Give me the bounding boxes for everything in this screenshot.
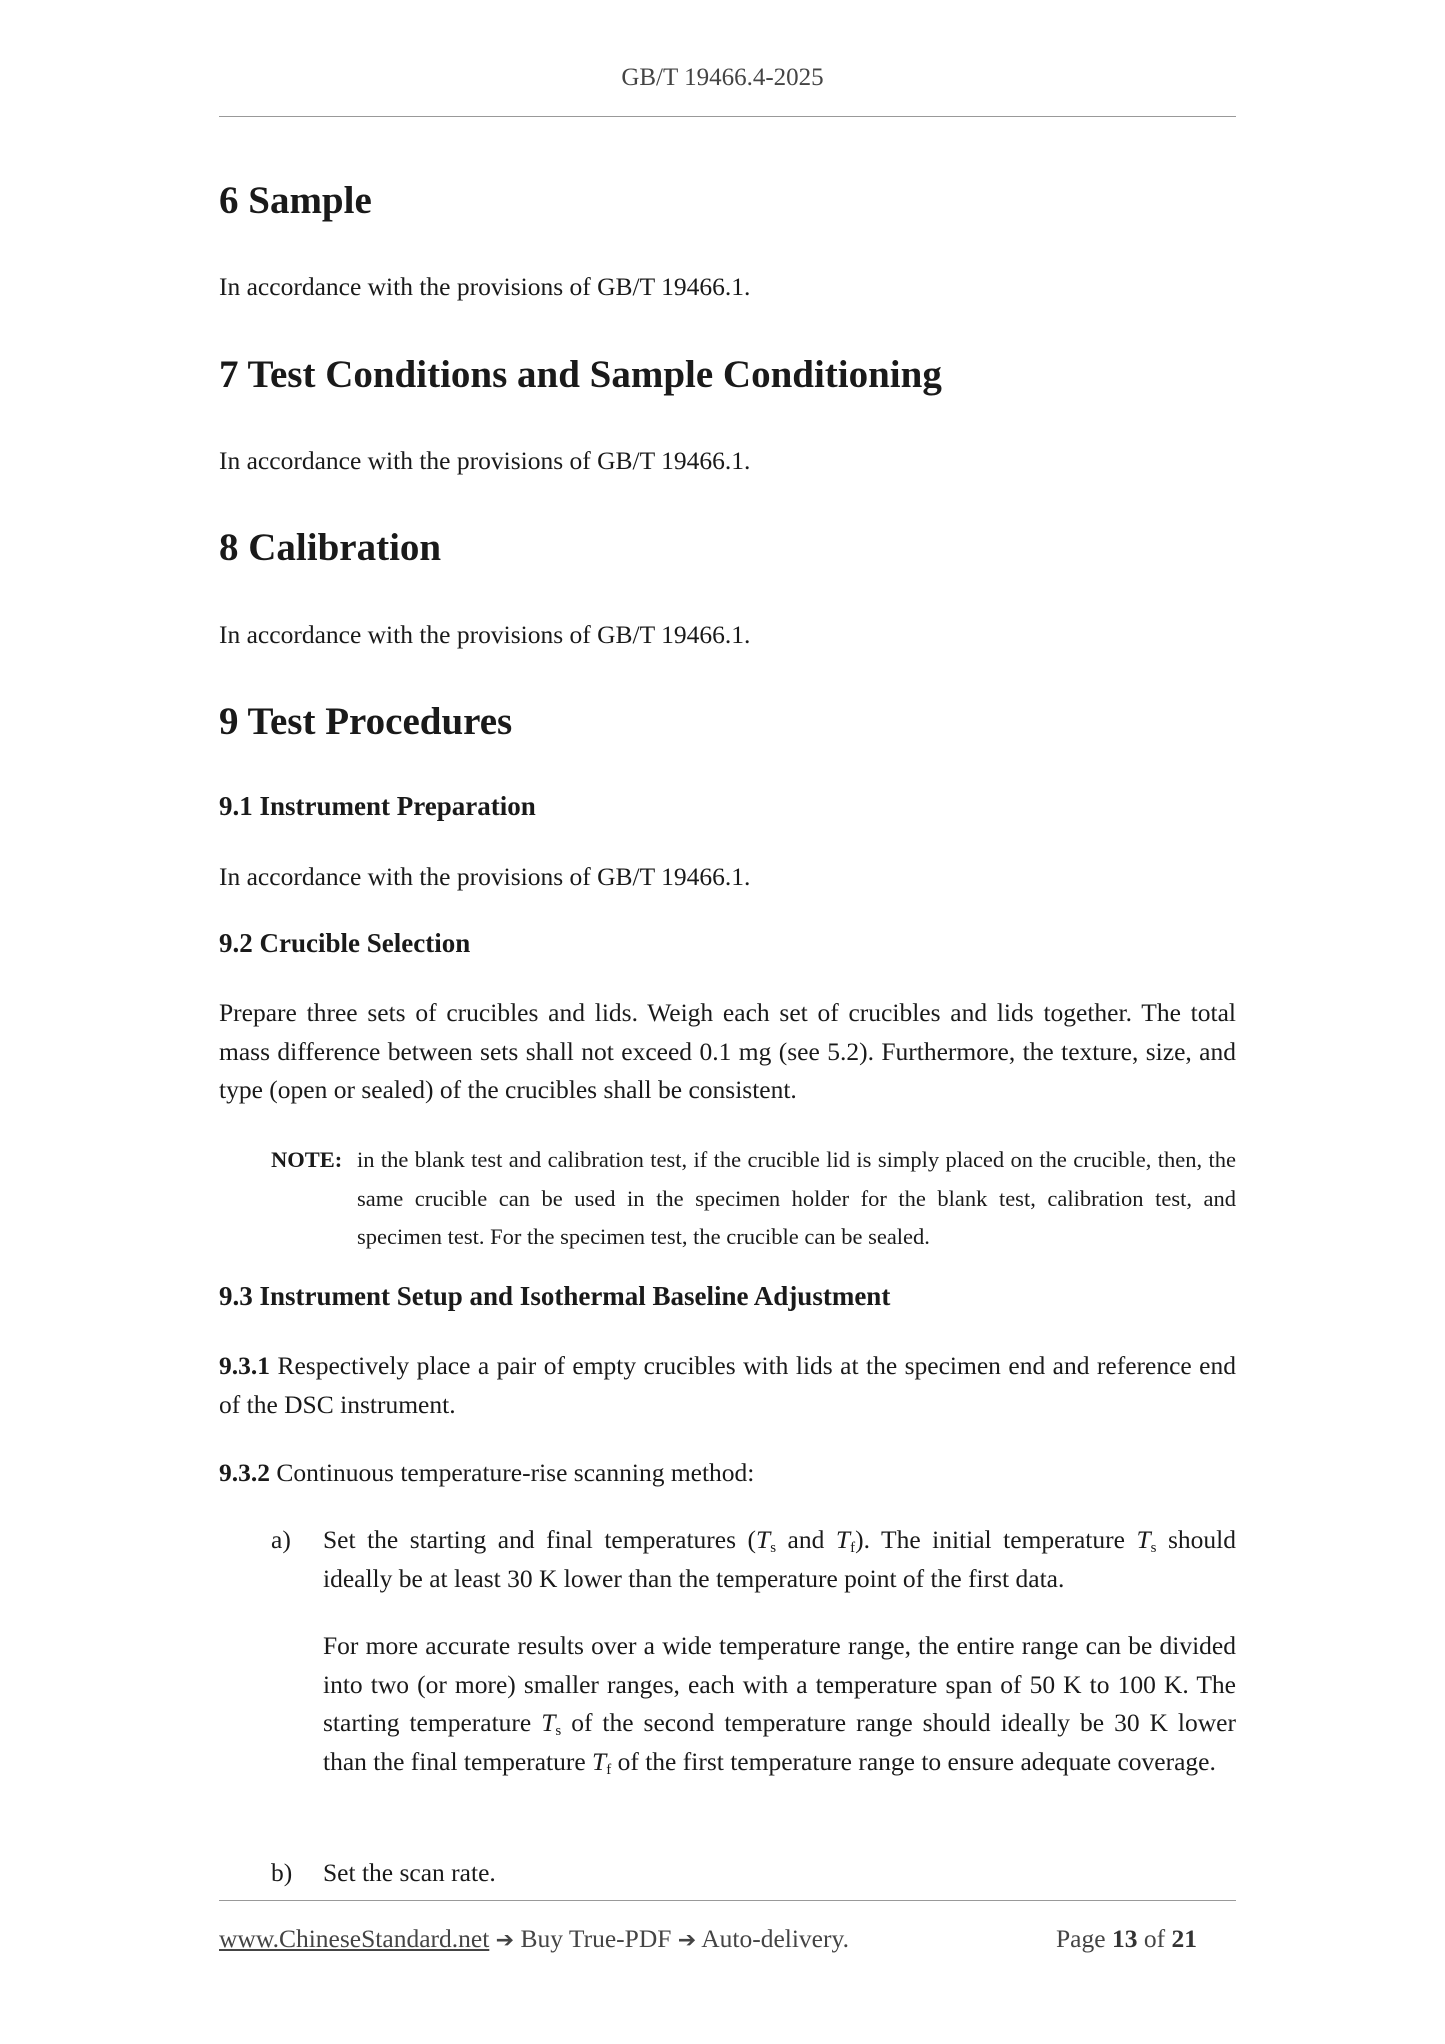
list-item-a: Set the starting and final temperatures ($T_s$ and $T_f$). The initial temperature $T_s$ should ideally be at least 30 K lower than the temperature point of the first data.: [323, 1525, 1236, 1593]
section-8-heading: 8 Calibration: [219, 526, 442, 569]
current-page: 13: [1111, 1924, 1138, 1953]
total-pages: 21: [1171, 1924, 1197, 1953]
section-9-2-heading: 9.2 Crucible Selection: [219, 928, 471, 958]
section-6-text: In accordance with the provisions of GB/T 19466.1.: [219, 272, 751, 301]
list-item-b: Set the scan rate.: [323, 1858, 496, 1887]
clause-text: Continuous temperature-rise scanning method:: [270, 1458, 755, 1487]
delivery-text: Auto-delivery.: [696, 1924, 849, 1953]
footer-promo: [219, 1924, 849, 1954]
section-7-text: In accordance with the provisions of GB/T 19466.1.: [219, 446, 751, 475]
section-6-heading: 6 Sample: [219, 179, 372, 222]
section-7-heading: 7 Test Conditions and Sample Conditioning: [219, 353, 942, 396]
page-label: Page: [1056, 1924, 1106, 1953]
note-block: [271, 1141, 1236, 1257]
section-9-2-text: Prepare three sets of crucibles and lids. Weigh each set of crucibles and lids together. The total mass difference between sets shall not exceed 0.1 mg (see 5.2). Furthermore, the texture, size, and type (open or sealed) of the crucibles shall be consistent.: [219, 998, 1236, 1104]
website-link[interactable]: www.ChineseStandard.net: [219, 1924, 490, 1953]
clause-number: 9.3.2: [219, 1458, 270, 1487]
clause-number: 9.3.1: [219, 1351, 270, 1380]
section-9-1-text: In accordance with the provisions of GB/T 19466.1.: [219, 862, 751, 891]
note-text: in the blank test and calibration test, if the crucible lid is simply placed on the crucible, then, the same crucible can be used in the specimen holder for the blank test, calibration test, and specimen test. For the specimen test, the crucible can be sealed.: [357, 1147, 1236, 1249]
section-8-text: In accordance with the provisions of GB/T 19466.1.: [219, 620, 751, 649]
section-9-heading: 9 Test Procedures: [219, 700, 513, 743]
clause-9-3-1: [219, 1347, 1236, 1424]
symbol-T: T: [1136, 1525, 1151, 1554]
clause-9-3-2: [219, 1454, 1236, 1493]
of-label: of: [1143, 1924, 1166, 1953]
symbol-T: T: [541, 1708, 556, 1737]
page-number: [1056, 1924, 1197, 1954]
arrow-right-icon: ➔: [677, 1928, 697, 1953]
footer-rule: [219, 1900, 1236, 1901]
symbol-T: T: [592, 1746, 607, 1776]
buy-text: Buy True-PDF: [514, 1924, 678, 1953]
list-marker-b: b): [271, 1858, 293, 1887]
note-label: NOTE:: [271, 1147, 343, 1172]
section-9-3-heading: 9.3 Instrument Setup and Isothermal Baseline Adjustment: [219, 1281, 891, 1311]
arrow-right-icon: ➔: [495, 1928, 515, 1953]
header-rule: [219, 116, 1236, 117]
clause-text: Respectively place a pair of empty crucibles with lids at the specimen end and reference end of the DSC instrument.: [219, 1351, 1236, 1419]
symbol-T: T: [835, 1525, 851, 1554]
symbol-T: T: [756, 1525, 771, 1554]
list-marker-a: a): [271, 1525, 291, 1554]
section-9-1-heading: 9.1 Instrument Preparation: [219, 791, 536, 821]
document-code: GB/T 19466.4-2025: [621, 64, 824, 91]
list-item-a-paragraph-2: For more accurate results over a wide temperature range, the entire range can be divided into two (or more) smaller ranges, each with a temperature span of 50 K to 100 K. The starting temperature $T_s$ of the second temperature range should ideally be 30 K lower than the final temperature $T_f$ of the first temperature range to ensure adequate coverage.: [323, 1631, 1236, 1778]
